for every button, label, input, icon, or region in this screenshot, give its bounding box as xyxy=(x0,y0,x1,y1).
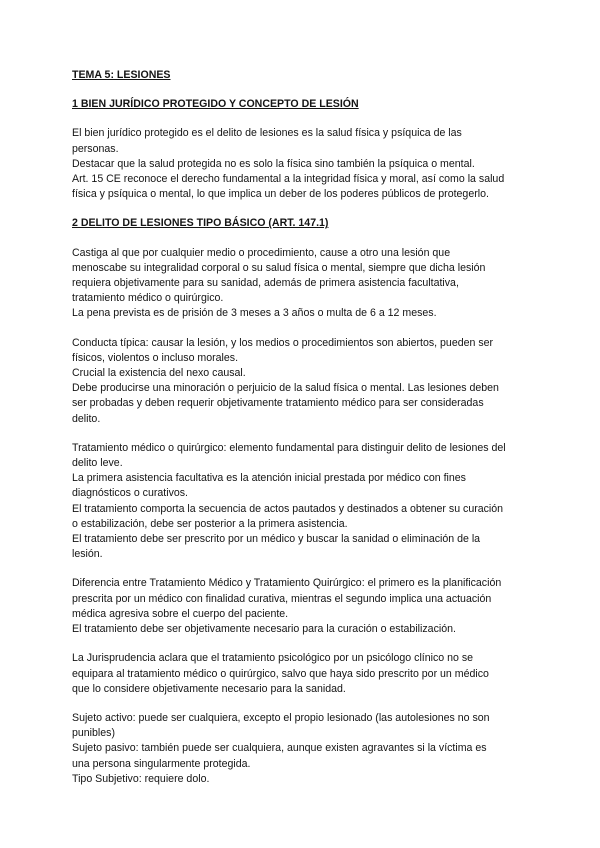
text-line: Tratamiento médico o quirúrgico: elemento fundamental para distinguir delito de lesiones del xyxy=(72,441,506,454)
document-title: TEMA 5: LESIONES xyxy=(72,69,171,81)
text-line: Sujeto pasivo: también puede ser cualquiera, aunque existen agravantes si la víctima es xyxy=(72,742,487,755)
text-line: lesión. xyxy=(72,548,103,561)
text-line: equipara al tratamiento médico o quirúrgico, salvo que haya sido prescrito por un médico xyxy=(72,667,489,680)
text-line: El tratamiento debe ser prescrito por un médico y buscar la sanidad o eliminación de la xyxy=(72,533,481,546)
text-line: diagnósticos o curativos. xyxy=(72,487,189,500)
text-line: Crucial la existencia del nexo causal. xyxy=(72,367,246,380)
text-line: delito. xyxy=(72,412,101,425)
paragraph xyxy=(72,336,532,427)
paragraph xyxy=(72,576,532,637)
text-line: Sujeto activo: puede ser cualquiera, excepto el propio lesionado (las autolesiones no son xyxy=(72,711,490,724)
text-line: una persona singularmente protegida. xyxy=(72,757,251,770)
text-line: punibles) xyxy=(72,727,115,740)
text-line: requiera objetivamente para su sanidad, además de primera asistencia facultativa, xyxy=(72,277,459,290)
text-line: El tratamiento comporta la secuencia de actos pautados y destinados a obtener su curación xyxy=(72,502,504,515)
text-line: física y psíquica o mental, lo que implica un deber de los poderes públicos de protegerlo. xyxy=(72,188,489,201)
text-line: Diferencia entre Tratamiento Médico y Tratamiento Quirúrgico: el primero es la planificación xyxy=(72,577,502,590)
text-line: personas. xyxy=(72,142,119,155)
text-line: delito leve. xyxy=(72,457,123,470)
text-line: Destacar que la salud protegida no es solo la física sino también la psíquica o mental. xyxy=(72,157,475,170)
text-line: Castiga al que por cualquier medio o procedimiento, cause a otro una lesión que xyxy=(72,246,451,259)
text-line: La primera asistencia facultativa es la atención inicial prestada por médico con fines xyxy=(72,472,466,485)
text-line: médica agresiva sobre el cuerpo del paciente. xyxy=(72,607,289,620)
text-line: Tipo Subjetivo: requiere dolo. xyxy=(72,772,210,785)
text-line: Art. 15 CE reconoce el derecho fundamental a la integridad física y moral, así como la salud xyxy=(72,173,505,186)
document-body xyxy=(72,68,532,801)
paragraph xyxy=(72,246,532,322)
text-line: ser probadas y deben requerir objetivamente tratamiento médico para ser consideradas xyxy=(72,397,484,410)
section-heading: 1 BIEN JURÍDICO PROTEGIDO Y CONCEPTO DE LESIÓN xyxy=(72,98,359,111)
text-line: físicos, violentos o incluso morales. xyxy=(72,351,239,364)
text-line: Debe producirse una minoración o perjuicio de la salud física o mental. Las lesiones deben xyxy=(72,382,499,395)
text-line: o estabilización, debe ser posterior a la primera asistencia. xyxy=(72,517,348,530)
text-line: menoscabe su integralidad corporal o su salud física o mental, siempre que dicha lesión xyxy=(72,261,486,274)
paragraph xyxy=(72,126,532,202)
text-line: prescrita por un médico con finalidad curativa, mientras el segundo implica una actuación xyxy=(72,592,492,605)
text-line: El tratamiento debe ser objetivamente necesario para la curación o estabilización. xyxy=(72,623,456,636)
paragraph xyxy=(72,711,532,787)
section-heading: 2 DELITO DE LESIONES TIPO BÁSICO (ART. 147.1) xyxy=(72,217,329,230)
paragraph xyxy=(72,441,532,563)
text-line: La Jurisprudencia aclara que el tratamiento psicológico por un psicólogo clínico no se xyxy=(72,652,474,665)
text-line: La pena prevista es de prisión de 3 meses a 3 años o multa de 6 a 12 meses. xyxy=(72,307,437,320)
text-line: tratamiento médico o quirúrgico. xyxy=(72,292,224,305)
text-line: El bien jurídico protegido es el delito de lesiones es la salud física y psíquica de las xyxy=(72,127,462,140)
text-line: que lo considere objetivamente necesario para la sanidad. xyxy=(72,682,346,695)
text-line: Conducta típica: causar la lesión, y los medios o procedimientos son abiertos, pueden ser xyxy=(72,336,494,349)
paragraph xyxy=(72,651,532,697)
